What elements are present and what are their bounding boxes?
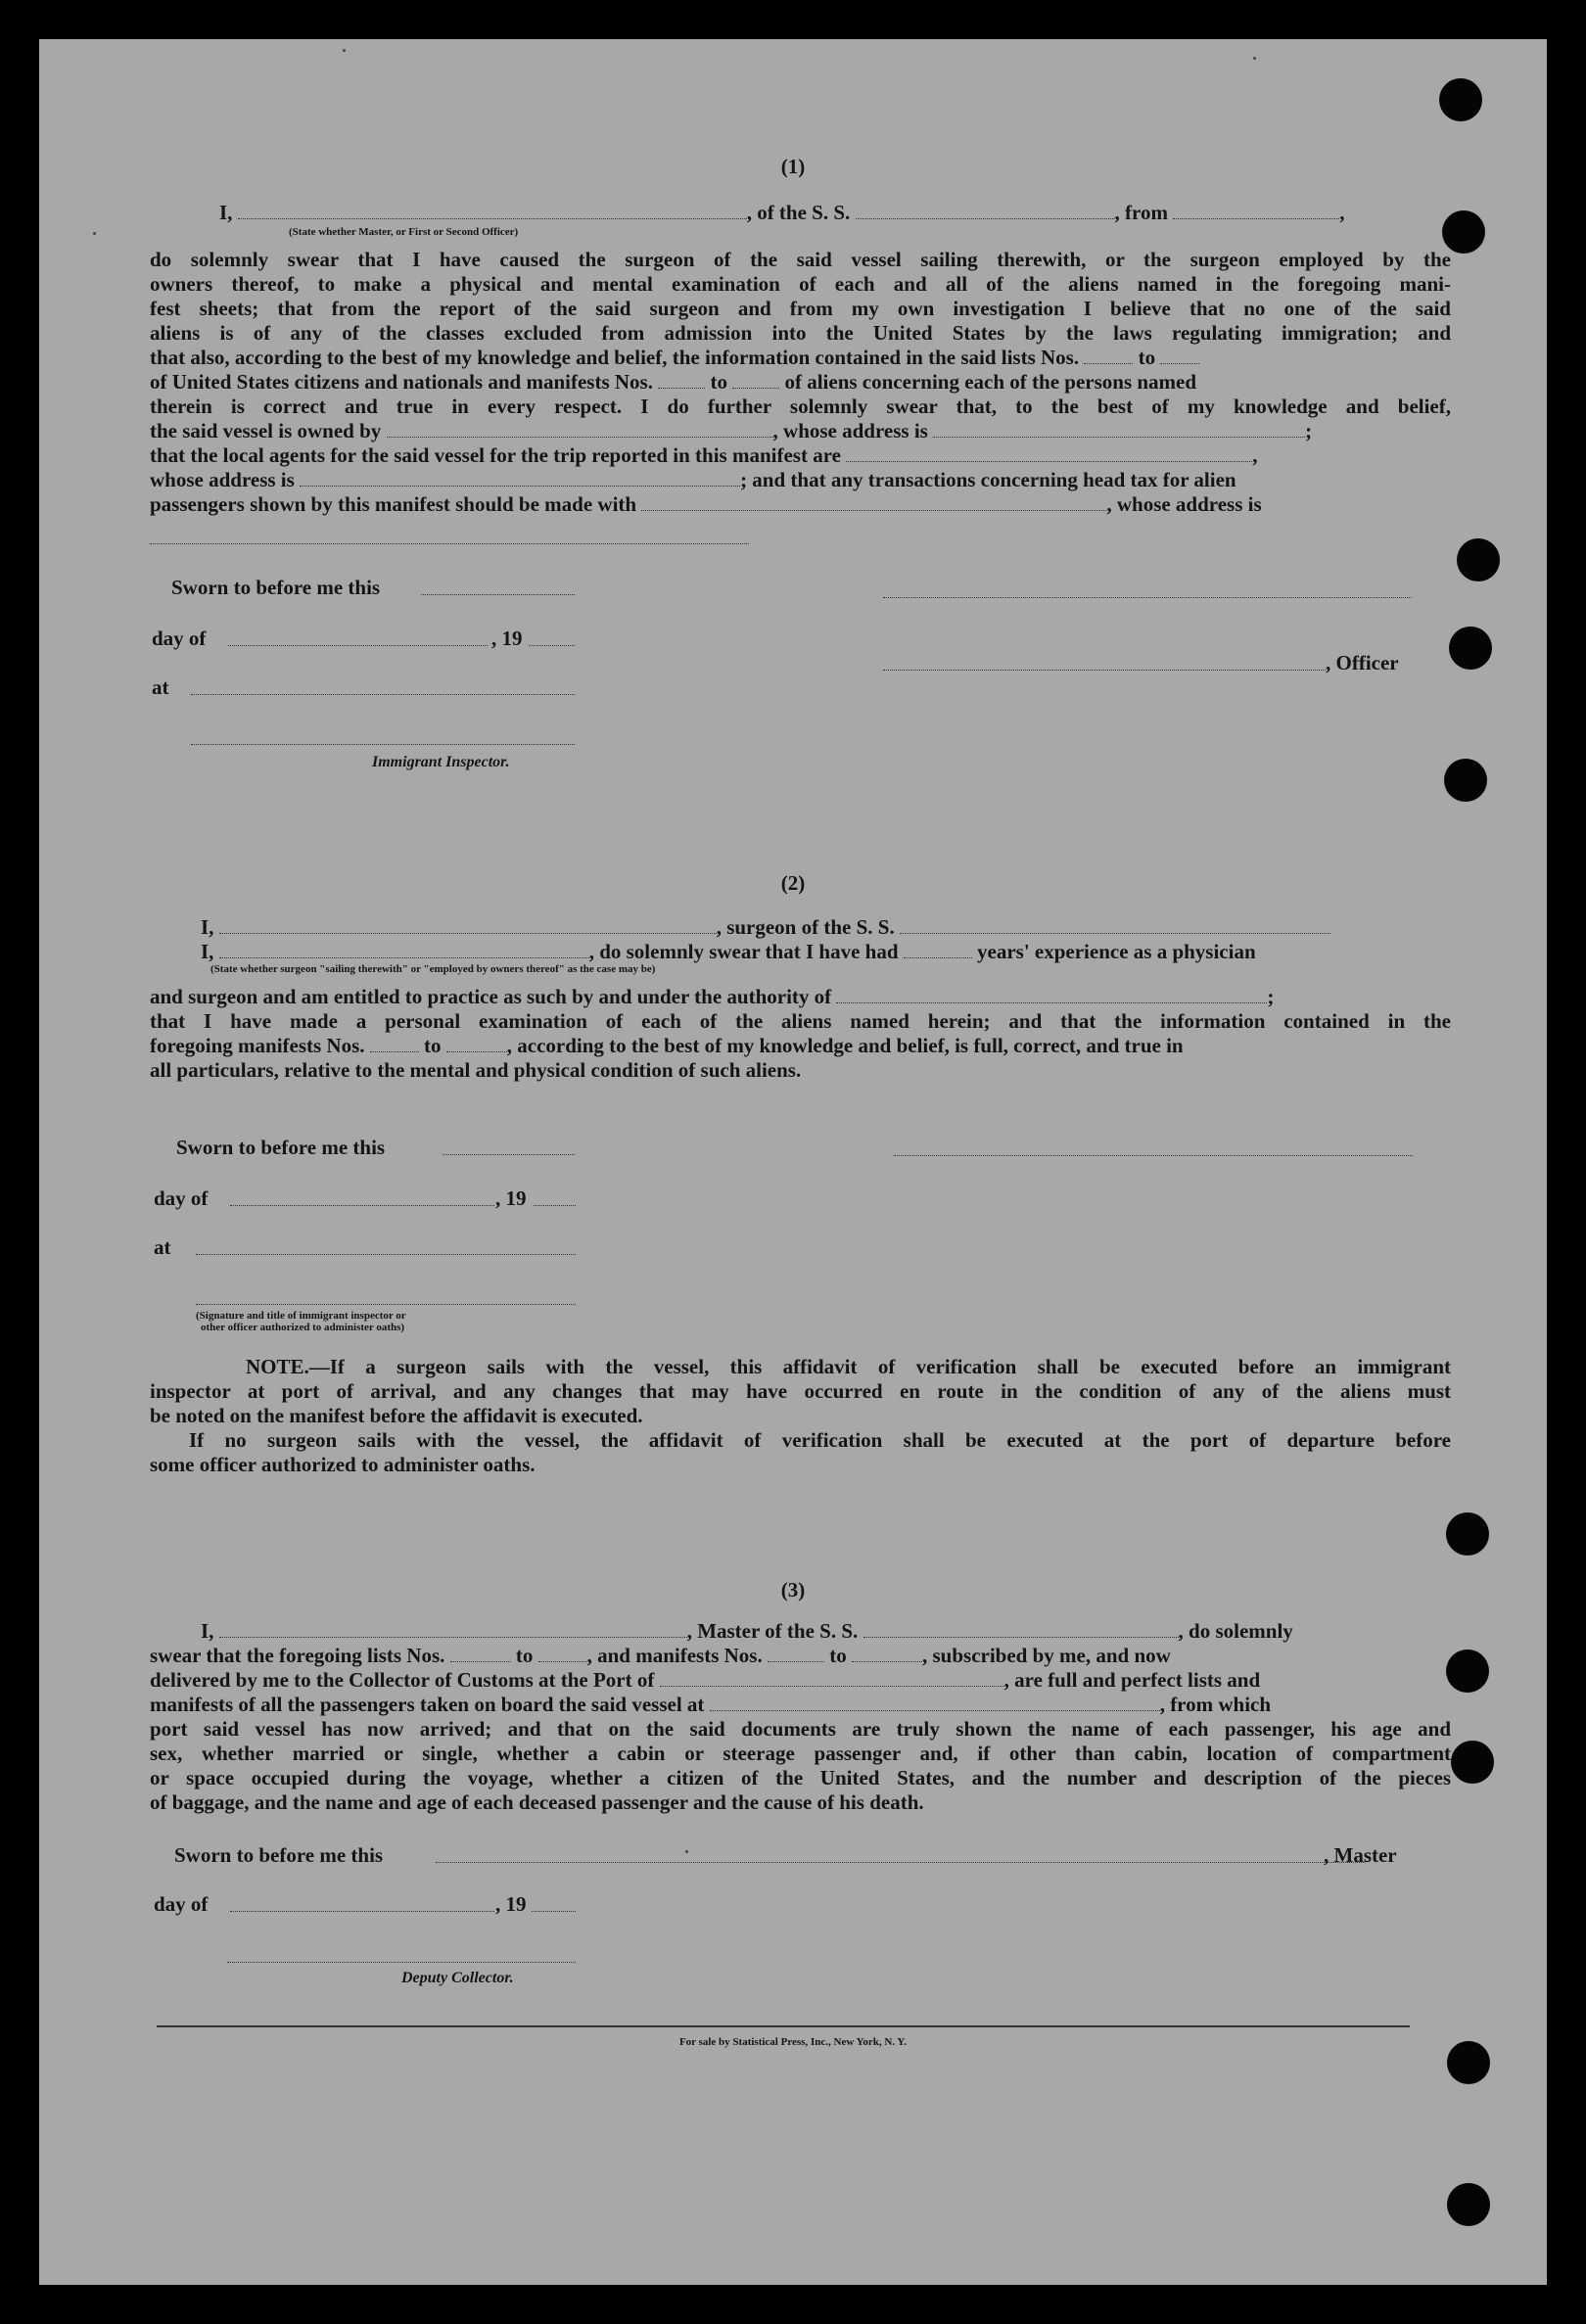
year-field-2[interactable] xyxy=(534,1205,576,1206)
body-line xyxy=(150,370,1451,395)
text: , Master of the S. S. xyxy=(686,1619,859,1643)
text: that also, according to the best of my knowledge and belief, the information contained in the said lists Nos. xyxy=(150,346,1080,369)
manifests-to-field[interactable] xyxy=(732,372,779,389)
body-line xyxy=(150,443,1451,468)
day-of-label-2: day of xyxy=(154,1186,209,1210)
body-line: owners thereof, to make a physical and mental examination of each and all of the aliens named in the foregoing mani- xyxy=(150,272,1451,296)
owner-field[interactable] xyxy=(387,421,773,438)
surgeon-caption: (State whether surgeon "sailing therewith" or "employed by owners thereof" as the case may be) xyxy=(210,963,656,975)
owner-address-field[interactable] xyxy=(933,421,1305,438)
text: to xyxy=(710,370,727,394)
text: to xyxy=(829,1644,847,1667)
text: , subscribed by me, and now xyxy=(921,1644,1171,1667)
speck xyxy=(343,49,346,52)
note-line: be noted on the manifest before the affidavit is executed. xyxy=(150,1404,643,1427)
body-line: port said vessel has now arrived; and that on the said documents are truly shown the name of each passenger, his age and xyxy=(150,1717,1451,1741)
text: ; and that any transactions concerning head tax for alien xyxy=(740,468,1236,491)
body-line: aliens is of any of the classes excluded from admission into the United States by the laws regulating immigration; and xyxy=(150,321,1451,345)
text: that the local agents for the said vessel for the trip reported in this manifest are xyxy=(150,443,841,467)
body-line xyxy=(150,1668,1451,1693)
text: I, xyxy=(201,1619,214,1643)
printer-credit: For sale by Statistical Press, Inc., New York, N. Y. xyxy=(678,2036,908,2048)
master-label: , Master xyxy=(1324,1843,1397,1867)
text: swear that the foregoing lists Nos. xyxy=(150,1644,445,1667)
text: , whose address is xyxy=(772,419,928,442)
officer-name-field[interactable] xyxy=(238,203,747,219)
section-2-line-2 xyxy=(201,940,1451,964)
manifests-to-field-2[interactable] xyxy=(446,1036,507,1052)
binder-hole-icon xyxy=(1451,1741,1494,1784)
inspector-signature-field-2[interactable] xyxy=(196,1304,576,1305)
comma: , xyxy=(1339,201,1345,224)
note-line: If no surgeon sails with the vessel, the affidavit of verification shall be executed at the port of departure before xyxy=(189,1428,1451,1452)
binder-hole-icon xyxy=(1446,1512,1489,1556)
note-line: some officer authorized to administer oaths. xyxy=(150,1453,536,1476)
text: I, xyxy=(201,940,214,963)
opening-i: I, xyxy=(219,201,233,224)
at-field-2[interactable] xyxy=(196,1254,576,1255)
section-2-number: (2) xyxy=(780,871,806,895)
sworn-label-2: Sworn to before me this xyxy=(176,1136,386,1159)
signature-caption-2: other officer authorized to administer oaths) xyxy=(201,1322,405,1333)
lists-from-field-3[interactable] xyxy=(450,1646,511,1662)
from-label: , from xyxy=(1114,201,1168,224)
binder-hole-icon xyxy=(1447,2183,1490,2226)
year-label-3: , 19 xyxy=(495,1892,527,1916)
text: , do solemnly xyxy=(1178,1619,1293,1643)
head-tax-party-field[interactable] xyxy=(641,494,1106,511)
text: , are full and perfect lists and xyxy=(1003,1668,1261,1692)
officer-label: , Officer xyxy=(1326,651,1399,674)
authority-field[interactable] xyxy=(836,987,1267,1003)
surgeon-signature-field[interactable] xyxy=(894,1155,1413,1156)
agents-address-field[interactable] xyxy=(300,470,740,487)
body-line: all particulars, relative to the mental and physical condition of such aliens. xyxy=(150,1058,802,1082)
binder-hole-icon xyxy=(1457,538,1500,581)
body-line xyxy=(150,346,1451,370)
officer-signature-field[interactable] xyxy=(883,597,1412,598)
body-line xyxy=(150,1034,1451,1058)
day-of-label-1: day of xyxy=(152,627,207,650)
text: , xyxy=(1252,443,1258,467)
text: to xyxy=(424,1034,442,1057)
manifests-to-field-3[interactable] xyxy=(852,1646,922,1662)
body-line: of baggage, and the name and age of each deceased passenger and the cause of his death. xyxy=(150,1790,924,1814)
sworn-label-3: Sworn to before me this xyxy=(174,1843,384,1867)
speck xyxy=(93,232,96,235)
body-line: fest sheets; that from the report of the said surgeon and from my own investigation I believe that no one of the said xyxy=(150,297,1451,320)
immigrant-inspector-label: Immigrant Inspector. xyxy=(372,754,510,770)
signature-caption-1: (Signature and title of immigrant inspector or xyxy=(196,1310,406,1322)
year-field-3[interactable] xyxy=(532,1911,576,1912)
of-ss-label: , of the S. S. xyxy=(746,201,851,224)
text: years' experience as a physician xyxy=(977,940,1256,963)
sworn-date-field-2[interactable] xyxy=(443,1154,575,1155)
officer-caption: (State whether Master, or First or Second Officer) xyxy=(289,226,519,238)
text: , and manifests Nos. xyxy=(586,1644,763,1667)
at-field-1[interactable] xyxy=(191,694,575,695)
day-of-field-2[interactable] xyxy=(230,1205,494,1206)
years-experience-field[interactable] xyxy=(904,942,972,958)
day-of-field-1[interactable] xyxy=(228,645,488,646)
sworn-date-field-3[interactable] xyxy=(436,1862,925,1863)
master-vessel-field[interactable] xyxy=(863,1621,1179,1638)
year-field-1[interactable] xyxy=(529,645,575,646)
binder-hole-icon xyxy=(1439,78,1482,121)
manifests-from-field-3[interactable] xyxy=(768,1646,824,1662)
officer-title-field[interactable] xyxy=(883,670,1326,671)
body-line xyxy=(150,492,1451,517)
lists-to-field[interactable] xyxy=(1160,348,1199,364)
body-line: therein is correct and true in every respect. I do further solemnly swear that, to the best of my knowledge and belief, xyxy=(150,395,1451,418)
text: manifests of all the passengers taken on board the said vessel at xyxy=(150,1693,705,1716)
text: foregoing manifests Nos. xyxy=(150,1034,365,1057)
body-line: that I have made a personal examination of each of the aliens named herein; and that the information contained in the xyxy=(150,1009,1451,1033)
text: , do solemnly swear that I have had xyxy=(588,940,899,963)
deputy-collector-signature-field[interactable] xyxy=(227,1962,576,1963)
boarding-port-field[interactable] xyxy=(710,1695,1160,1711)
sworn-date-field-1[interactable] xyxy=(421,594,575,595)
text: I, xyxy=(201,915,214,939)
at-label-2: at xyxy=(154,1235,171,1259)
binder-hole-icon xyxy=(1449,627,1492,670)
deputy-collector-label: Deputy Collector. xyxy=(401,1970,514,1986)
speck xyxy=(1253,57,1256,60)
body-line: sex, whether married or single, whether a cabin or steerage passenger and, if other than cabin, location of compartment xyxy=(150,1742,1451,1765)
note-line: NOTE.—If a surgeon sails with the vessel, this affidavit of verification shall be executed before an immigrant xyxy=(246,1355,1451,1378)
body-line: do solemnly swear that I have caused the surgeon of the said vessel sailing therewith, or the surgeon employed by the xyxy=(150,248,1451,271)
text: , from which xyxy=(1159,1693,1272,1716)
master-signature-field[interactable] xyxy=(891,1862,1366,1863)
section-3-number: (3) xyxy=(780,1578,806,1602)
departure-port-field[interactable] xyxy=(1173,203,1339,219)
vessel-name-field[interactable] xyxy=(856,203,1115,219)
local-agents-field[interactable] xyxy=(846,445,1252,462)
section-1-opening-line xyxy=(219,201,1451,225)
manifests-from-field-2[interactable] xyxy=(370,1036,419,1052)
year-label-2: , 19 xyxy=(495,1186,527,1210)
inspector-signature-field[interactable] xyxy=(191,744,575,745)
sworn-label-1: Sworn to before me this xyxy=(171,576,381,599)
text: ; xyxy=(1305,419,1313,442)
lists-to-field-3[interactable] xyxy=(538,1646,587,1662)
year-label-1: , 19 xyxy=(491,627,523,650)
text: delivered by me to the Collector of Customs at the Port of xyxy=(150,1668,655,1692)
day-of-label-3: day of xyxy=(154,1892,209,1916)
day-of-field-3[interactable] xyxy=(230,1911,494,1912)
binder-hole-icon xyxy=(1446,1650,1489,1693)
lists-from-field[interactable] xyxy=(1084,348,1133,364)
text: , whose address is xyxy=(1106,492,1262,516)
body-line xyxy=(150,985,1451,1009)
body-line xyxy=(150,1644,1451,1668)
text: , surgeon of the S. S. xyxy=(716,915,895,939)
text: to xyxy=(1138,346,1156,369)
text: and surgeon and am entitled to practice as such by and under the authority of xyxy=(150,985,832,1008)
note-line: inspector at port of arrival, and any changes that may have occurred en route in the condition of any of the aliens must xyxy=(150,1379,1451,1403)
text: ; xyxy=(1267,985,1275,1008)
surgeon-status-field[interactable] xyxy=(219,942,589,958)
text: of aliens concerning each of the persons named xyxy=(784,370,1197,394)
text: to xyxy=(515,1644,534,1667)
speck xyxy=(685,1850,688,1853)
binder-hole-icon xyxy=(1444,759,1487,802)
text: , according to the best of my knowledge and belief, is full, correct, and true in xyxy=(506,1034,1184,1057)
manifests-from-field[interactable] xyxy=(658,372,705,389)
body-line xyxy=(150,419,1451,443)
body-line: or space occupied during the voyage, whether a citizen of the United States, and the number and description of the pieces xyxy=(150,1766,1451,1789)
body-line xyxy=(201,1619,1451,1644)
surgeon-vessel-field[interactable] xyxy=(900,917,1330,934)
collector-port-field[interactable] xyxy=(660,1670,1004,1687)
surgeon-name-field[interactable] xyxy=(219,917,717,934)
at-label-1: at xyxy=(152,675,169,699)
text: passengers shown by this manifest should be made with xyxy=(150,492,637,516)
body-line xyxy=(150,1693,1451,1717)
text: of United States citizens and nationals and manifests Nos. xyxy=(150,370,653,394)
form-page xyxy=(39,39,1547,2285)
body-line xyxy=(150,468,1451,492)
footer-rule xyxy=(157,2025,1410,2027)
text: whose address is xyxy=(150,468,295,491)
head-tax-address-field[interactable] xyxy=(150,543,749,544)
text: the said vessel is owned by xyxy=(150,419,382,442)
section-2-line-1 xyxy=(201,915,1451,940)
master-name-field[interactable] xyxy=(219,1621,687,1638)
bleed-through-heading xyxy=(250,117,277,147)
section-1-number: (1) xyxy=(780,155,806,178)
